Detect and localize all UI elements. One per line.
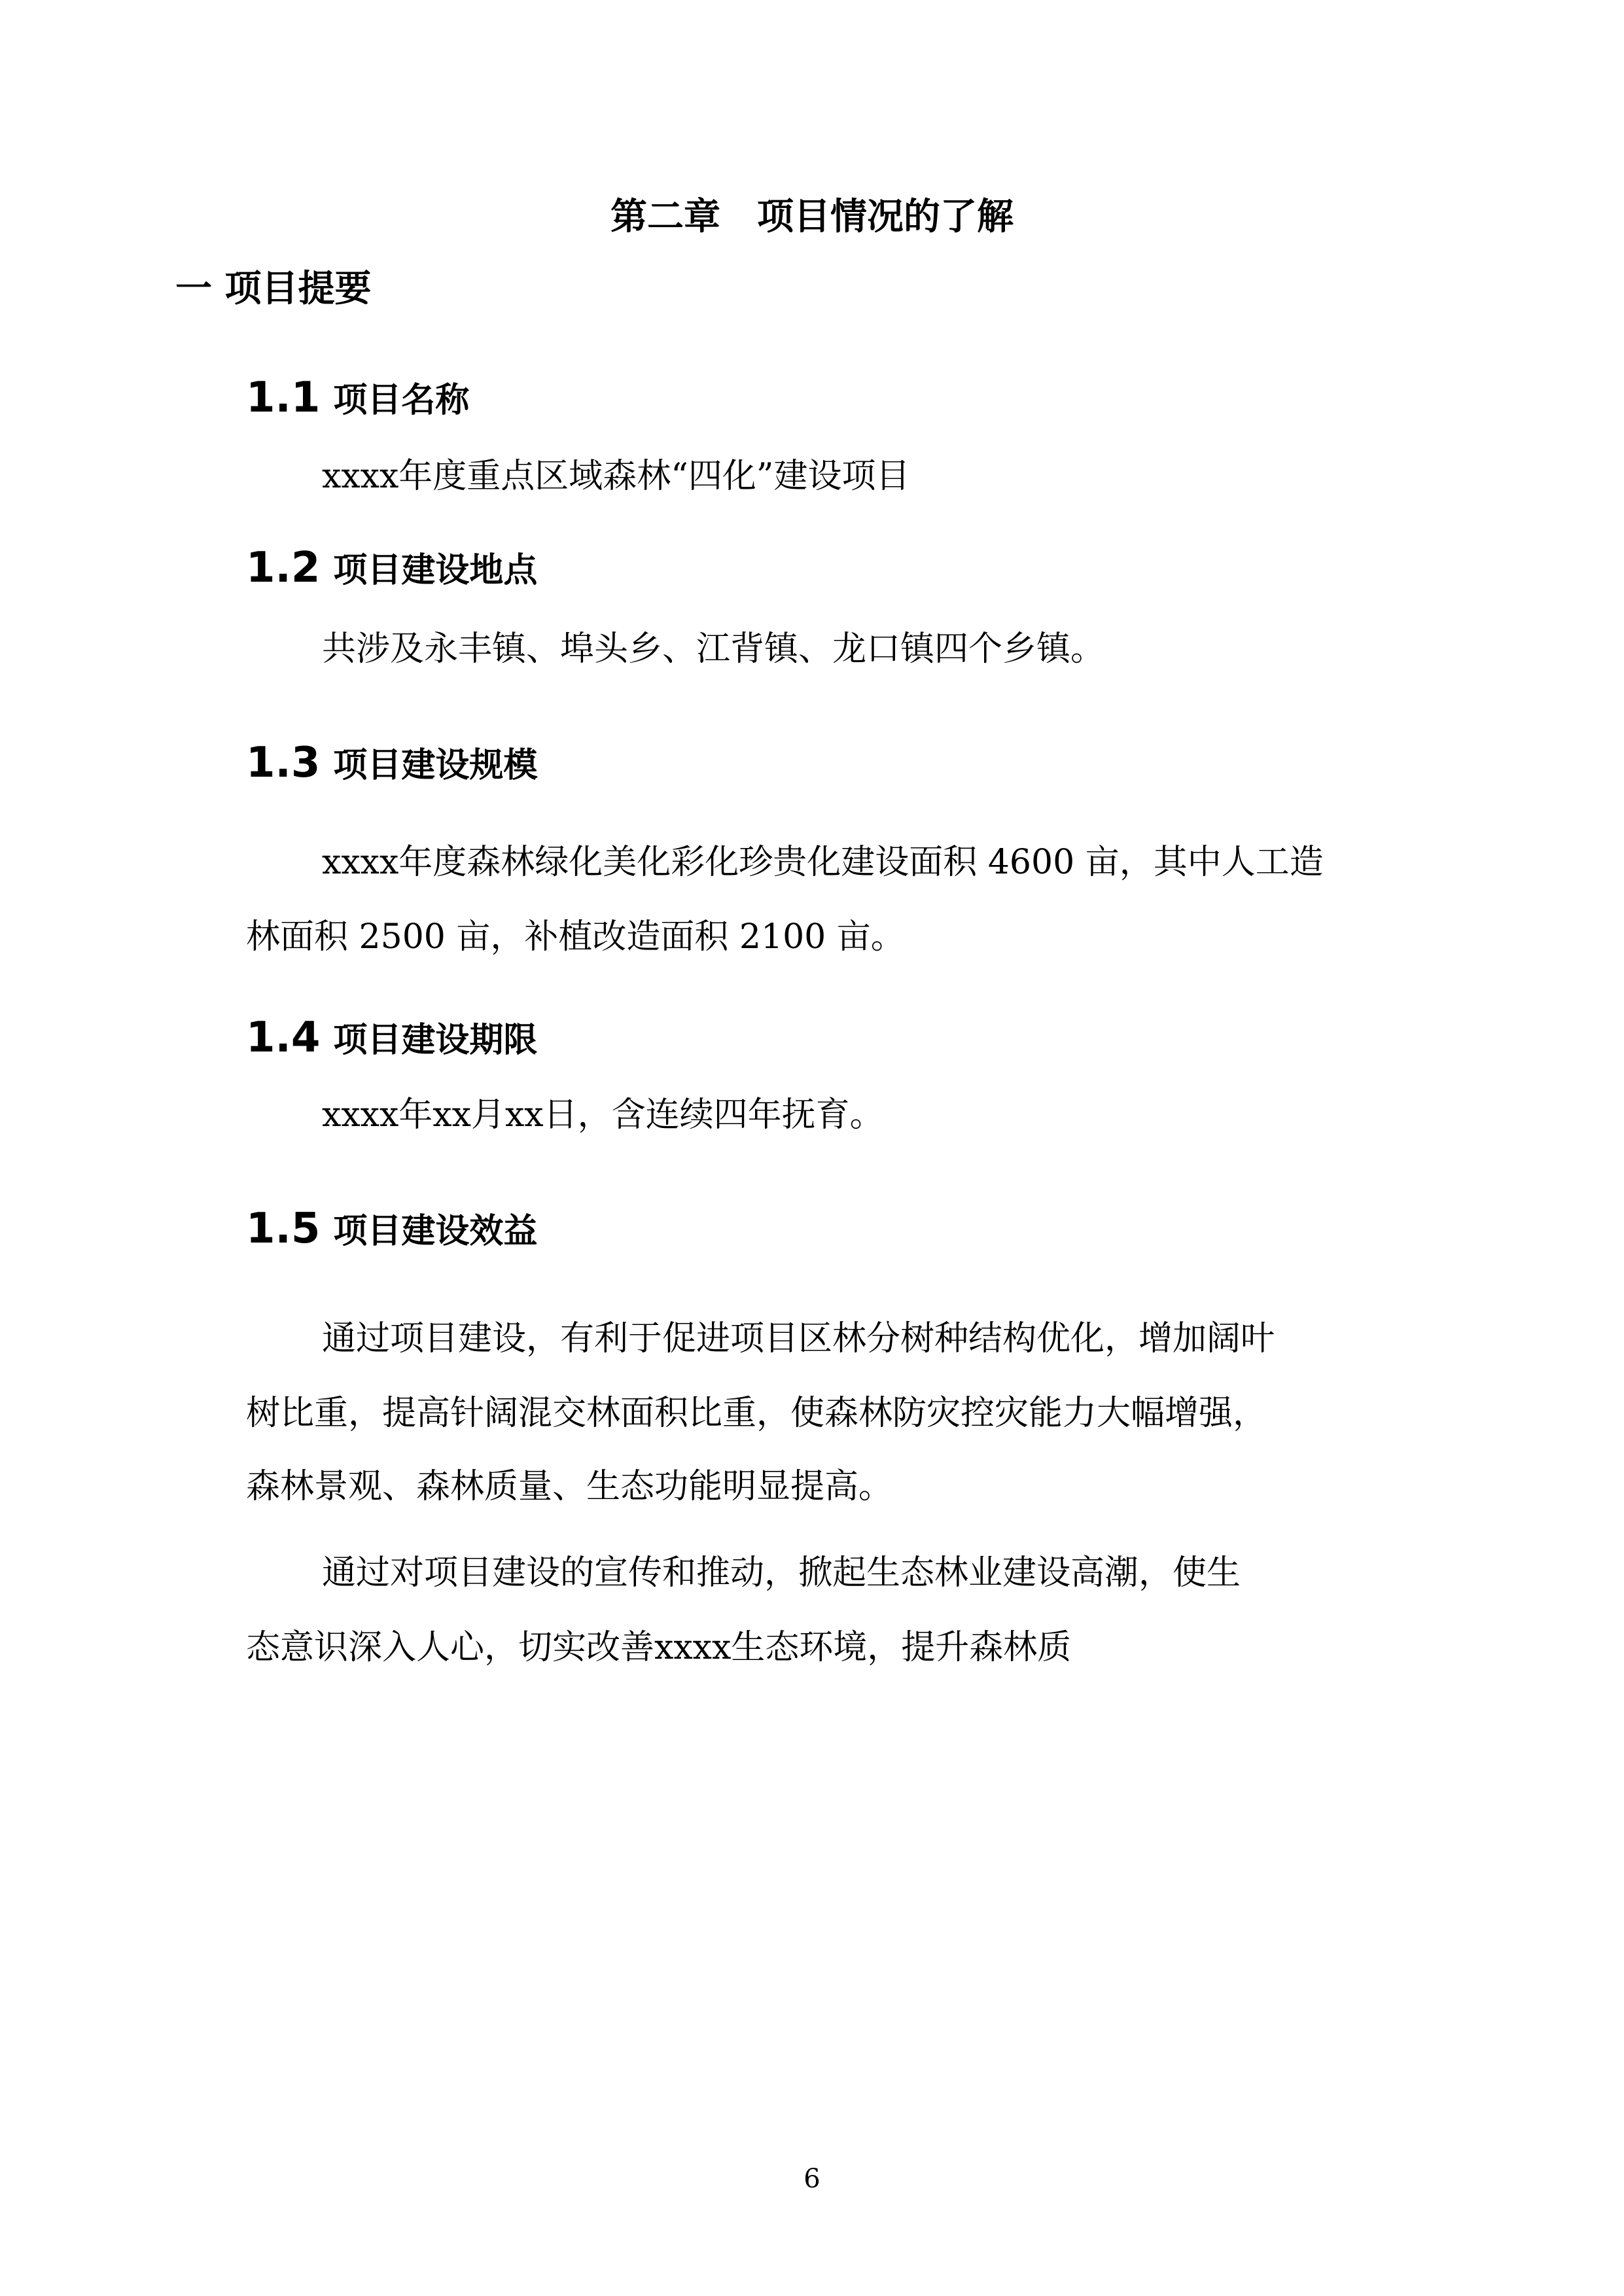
subsection-title: 项目名称 <box>333 381 470 420</box>
subsection-number: 1.4 <box>246 1014 321 1062</box>
subsection-number: 1.1 <box>246 374 321 422</box>
paragraph-period: xxxx年xx月xx日，含连续四年抚育。 <box>322 1095 884 1135</box>
paragraph-scale-line: xxxx年度森林绿化美化彩化珍贵化建设面积 4600 亩，其中人工造 <box>322 843 1324 882</box>
paragraph-benefit-line: 森林景观、森林质量、生态功能明显提高。 <box>246 1467 893 1506</box>
chapter-title: 第二章 项目情况的了解 <box>610 196 1014 238</box>
paragraph-benefit-line: 通过对项目建设的宣传和推动，掀起生态林业建设高潮，使生 <box>322 1553 1241 1593</box>
paragraph-benefit-line: 通过项目建设，有利于促进项目区林分树种结构优化，增加阔叶 <box>322 1319 1275 1358</box>
subsection-title: 项目建设效益 <box>333 1212 538 1251</box>
section-heading: 一 项目提要 <box>175 268 372 310</box>
subsection-heading-1-3 <box>246 737 537 792</box>
subsection-title: 项目建设地点 <box>333 551 538 590</box>
subsection-number: 1.2 <box>246 544 321 592</box>
paragraph-benefit-line: 态意识深入人心，切实改善xxxx生态环境，提升森林质 <box>246 1628 1072 1667</box>
paragraph-benefit-line: 树比重，提高针阔混交林面积比重，使森林防灾控灾能力大幅增强， <box>246 1394 1267 1433</box>
page-number: 6 <box>803 2164 821 2194</box>
subsection-heading-1-2 <box>246 542 537 597</box>
subsection-heading-1-5 <box>246 1203 537 1258</box>
subsection-title: 项目建设规模 <box>333 746 538 785</box>
subsection-heading-1-1 <box>246 372 469 427</box>
paragraph-scale-line: 林面积 2500 亩，补植改造面积 2100 亩。 <box>246 917 905 957</box>
paragraph-project-name: xxxx年度重点区域森林“四化”建设项目 <box>322 457 910 496</box>
subsection-number: 1.5 <box>246 1205 321 1253</box>
subsection-title: 项目建设期限 <box>333 1021 538 1060</box>
subsection-number: 1.3 <box>246 739 321 787</box>
subsection-heading-1-4 <box>246 1012 537 1067</box>
paragraph-location: 共涉及永丰镇、埠头乡、江背镇、龙口镇四个乡镇。 <box>322 629 1105 669</box>
